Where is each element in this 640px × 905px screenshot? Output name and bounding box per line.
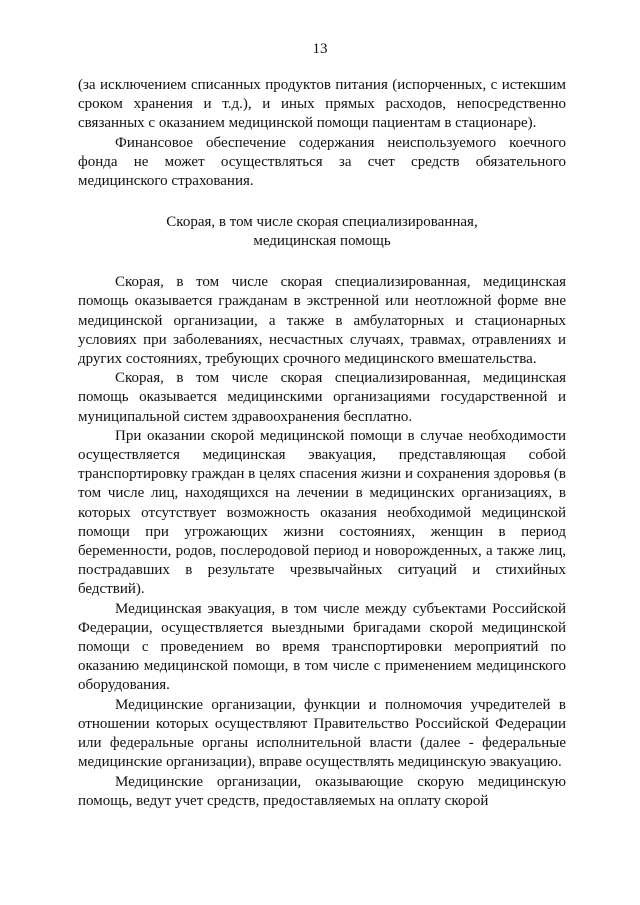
paragraph-continuation: (за исключением списанных продуктов питания (испорченных, с истекшим сроком хранения и т.д.), и иных прямых расходов, непосредственно связанных с оказанием медицинской помощи пациентам в стационаре). bbox=[78, 77, 566, 132]
page-number: 13 bbox=[312, 41, 328, 57]
section-title-line-2: медицинская помощь bbox=[253, 233, 391, 250]
paragraph-evacuation: При оказании скорой медицинской помощи в случае необходимости осуществляется медицинская эвакуация, представляющая собой транспортировку граждан в целях спасения жизни и сохранения здоровья (в том числе лиц, находящихся на лечении в медицинских организациях, в которых отсутствует возможность оказания необходимой медицинской помощи при угрожающих жизни состояниях, женщин в период беременности, родов, послеродовой период и новорожденных, а также лиц, пострадавших в результате чрезвычайных ситуаций и стихийных бедствий). bbox=[78, 427, 567, 598]
document-body bbox=[78, 76, 566, 811]
section-title bbox=[78, 213, 566, 251]
paragraph-bed-fund: Финансовое обеспечение содержания неиспользуемого коечного фонда не может осуществляться за счет средств обязательного медицинского страхования. bbox=[78, 134, 566, 190]
paragraph-accounting: Медицинские организации, оказывающие скорую медицинскую помощь, ведут учет средств, предоставляемых на оплату скорой bbox=[78, 773, 566, 809]
section-title-line-1: Скорая, в том числе скорая специализированная, bbox=[166, 214, 478, 231]
paragraph-free-care: Скорая, в том числе скорая специализированная, медицинская помощь оказывается медицинскими организациями государственной и муниципальной систем здравоохранения бесплатно. bbox=[78, 370, 566, 425]
paragraph-evacuation-teams: Медицинская эвакуация, в том числе между субъектами Российской Федерации, осуществляется выездными бригадами скорой медицинской помощи с проведением во время транспортировки мероприятий по оказанию медицинской помощи, в том числе с применением медицинского оборудования. bbox=[78, 600, 566, 694]
paragraph-emergency-care: Скорая, в том числе скорая специализированная, медицинская помощь оказывается гражданам в экстренной или неотложной форме вне медицинской организации, а также в амбулаторных и стационарных условиях при заболеваниях, несчастных случаях, травмах, отравлениях и других состояниях, требующих срочного медицинского вмешательства. bbox=[78, 274, 566, 368]
paragraph-federal-orgs: Медицинские организации, функции и полномочия учредителей в отношении которых осуществляют Правительство Российской Федерации или федеральные органы исполнительной власти (далее - федеральные медицинские организации), вправе осуществлять медицинскую эвакуацию. bbox=[78, 696, 566, 771]
